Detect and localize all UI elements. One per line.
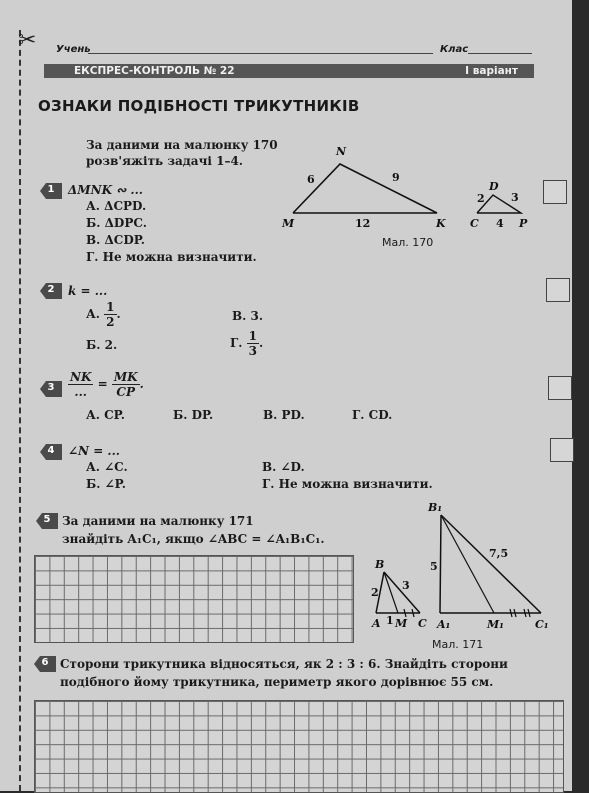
q2-badge: 2: [40, 283, 62, 299]
q1-badge: 1: [40, 183, 62, 199]
q4-option-v[interactable]: В. ∠D.: [262, 460, 305, 474]
class-label: Клас: [440, 44, 469, 55]
q3-option-b[interactable]: Б. DP.: [173, 408, 214, 422]
fig171-label-A: A: [372, 617, 381, 630]
banner-title: ЕКСПРЕС-КОНТРОЛЬ № 22: [74, 65, 235, 77]
fig171-label-B1: B₁: [428, 501, 443, 514]
q2-option-v[interactable]: В. 3.: [232, 309, 264, 323]
q1-option-a[interactable]: А. ΔCPD.: [86, 199, 147, 213]
q4-badge: 4: [40, 444, 62, 460]
q3-f1-num: NK: [70, 370, 92, 384]
fig171-label-C1: C₁: [535, 618, 549, 631]
fig170-label-N: N: [336, 145, 347, 158]
student-label: Учень: [56, 44, 91, 55]
q3-option-a[interactable]: А. CP.: [86, 408, 125, 422]
q4-option-g[interactable]: Г. Не можна визначити.: [262, 477, 433, 491]
scissors-icon: ✂: [18, 28, 37, 53]
q6-line-2: подібного йому трикутника, периметр якого дорівнює 55 см.: [60, 675, 494, 689]
intro-line-1: За даними на малюнку 170: [86, 138, 278, 152]
q5-line-2: знайдіть A₁C₁, якщо ∠ABC = ∠A₁B₁C₁.: [62, 532, 325, 546]
q3-badge: 3: [40, 381, 62, 397]
fig170-NK: 9: [392, 171, 400, 184]
fig171-label-M: M: [395, 617, 408, 630]
q3-f1-den: ...: [74, 385, 87, 399]
q2-option-a[interactable]: А. $\frac{1}{2}$ .: [86, 300, 121, 329]
q4-option-a[interactable]: А. ∠C.: [86, 460, 128, 474]
fig171-caption: Мал. 171: [432, 638, 484, 651]
q5-badge: 5: [36, 513, 58, 529]
fig170-label-C: C: [470, 217, 479, 230]
q5-line-1: За даними на малюнку 171: [62, 514, 254, 528]
fig171-AM: 1: [386, 614, 394, 627]
fig170-caption: Мал. 170: [382, 236, 434, 249]
fig171-label-A1: A₁: [437, 618, 451, 631]
q4-stem: ∠N = ...: [68, 444, 120, 458]
fig170-label-P: P: [519, 217, 528, 230]
banner-variant: І варіант: [465, 65, 518, 77]
q3-option-v[interactable]: В. PD.: [263, 408, 305, 422]
q3-f2-den: CP: [116, 385, 135, 399]
fig171-label-B: B: [375, 558, 385, 571]
q6-answer-grid[interactable]: [34, 700, 564, 793]
q3-stem: $\frac{NK}{...}$ = $\frac{MK}{CP}$ .: [70, 370, 144, 399]
fig171-BM: 3: [402, 579, 410, 592]
q2-option-b[interactable]: Б. 2.: [86, 338, 118, 352]
q2-stem: k = ...: [68, 284, 108, 298]
intro-line-2: розв'яжіть задачі 1–4.: [86, 154, 243, 168]
fig170-CD: 2: [477, 192, 485, 205]
q1-option-b[interactable]: Б. ΔDPC.: [86, 216, 147, 230]
q2-g-den: 3: [248, 344, 258, 358]
page-title: ОЗНАКИ ПОДІБНОСТІ ТРИКУТНИКІВ: [38, 97, 360, 115]
fig170-MK: 12: [355, 217, 371, 230]
q1-stem: ΔMNK ∾ ...: [68, 183, 143, 197]
q6-badge: 6: [34, 656, 56, 672]
q4-option-b[interactable]: Б. ∠P.: [86, 477, 126, 491]
fig170-label-M: M: [282, 217, 295, 230]
fig170-MN: 6: [307, 173, 315, 186]
fig170-DP: 3: [511, 191, 519, 204]
fig170-label-K: K: [436, 217, 446, 230]
fig171-label-C: C: [418, 617, 427, 630]
fig171-label-M1: M₁: [487, 618, 504, 631]
q6-line-1: Сторони трикутника відносяться, як 2 : 3 : 6. Знайдіть сторони: [60, 657, 508, 671]
fig170-CP: 4: [496, 217, 504, 230]
q2-option-g[interactable]: Г. $\frac{1}{3}$ .: [230, 329, 264, 358]
fig171-B1M1: 7,5: [489, 547, 509, 560]
fig170-label-D: D: [489, 180, 499, 193]
q2-a-den: 2: [106, 315, 115, 329]
q1-option-v[interactable]: В. ΔCDP.: [86, 233, 145, 247]
q2-g-num: 1: [248, 329, 258, 343]
fig171-AB: 2: [371, 586, 379, 599]
q2-a-num: 1: [106, 300, 115, 314]
q3-option-g[interactable]: Г. CD.: [352, 408, 393, 422]
q3-f2-num: MK: [113, 370, 138, 384]
fig171-A1B1: 5: [430, 560, 438, 573]
q1-option-g[interactable]: Г. Не можна визначити.: [86, 250, 257, 264]
